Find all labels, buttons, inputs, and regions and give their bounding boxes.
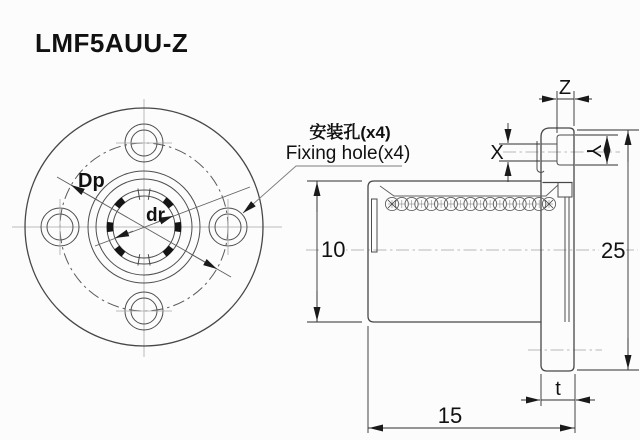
dim-label-15: 15 <box>437 403 463 428</box>
dim-X <box>490 123 540 182</box>
dim-label-X: X <box>490 142 504 164</box>
callout-leader <box>243 166 402 213</box>
counterbore-section <box>557 135 574 165</box>
fixing-hole-bottom <box>116 292 172 330</box>
fixing-hole-top <box>116 124 172 162</box>
callout-text-en: Fixing hole(x4) <box>285 143 411 164</box>
callout-text-cn: 安装孔(x4) <box>309 123 391 142</box>
dr-label: dr <box>146 205 165 226</box>
tube-end-section <box>558 183 572 197</box>
seal-section <box>372 199 378 252</box>
ball-track <box>380 185 558 196</box>
dim-label-Y: Y <box>582 144 604 158</box>
dim-15 <box>368 326 575 433</box>
dim-10 <box>307 181 362 322</box>
part-title: LMF5AUU-Z <box>35 28 189 58</box>
fixing-hole-callout <box>243 122 410 213</box>
dim-label-Z: Z <box>558 77 572 99</box>
ball-row <box>385 197 555 210</box>
front-view <box>12 99 282 357</box>
fixing-hole-left <box>41 199 79 255</box>
dim-label-25: 25 <box>601 238 626 263</box>
dim-label-t: t <box>555 378 561 400</box>
dim-label-10: 10 <box>321 237 346 262</box>
dim-Z <box>539 77 592 133</box>
dim-Y <box>575 135 618 165</box>
fixing-hole-right <box>209 199 247 255</box>
dr-dimension <box>95 187 250 246</box>
dp-label: Dp <box>78 170 105 192</box>
dim-t <box>521 374 595 433</box>
